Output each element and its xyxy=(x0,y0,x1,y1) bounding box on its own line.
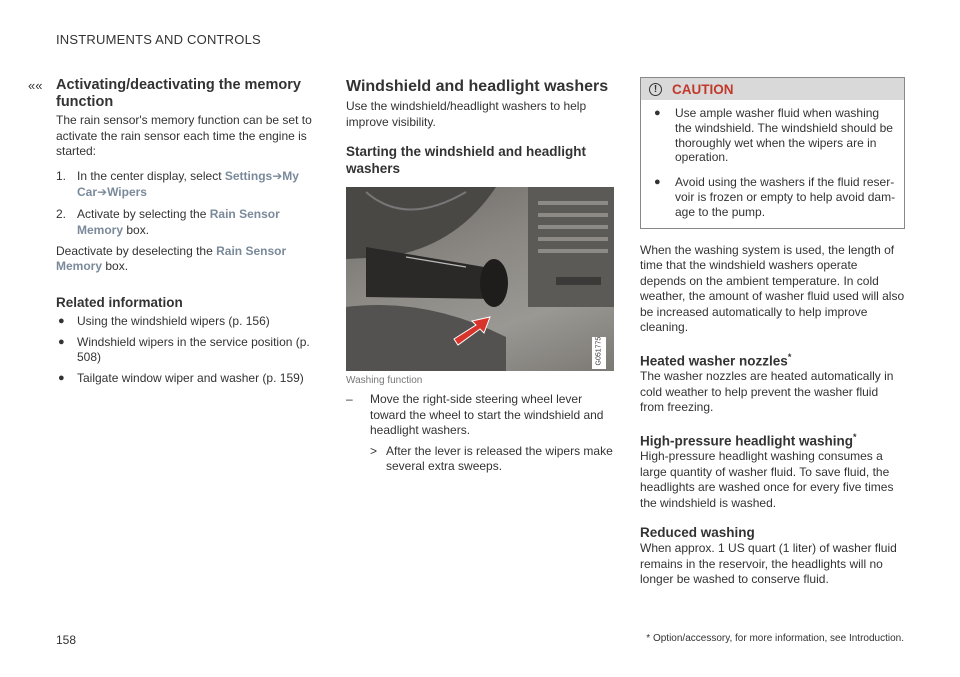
vent-slat xyxy=(538,237,608,241)
step-number: 2. xyxy=(56,206,67,221)
image-code: G051775 xyxy=(595,336,603,366)
related-link-text[interactable]: Windshield wipers in the service position (p. 508) xyxy=(77,334,310,364)
washer-steps xyxy=(346,392,614,475)
washers-section xyxy=(346,77,614,475)
vent-slat xyxy=(538,225,608,229)
step-1 xyxy=(56,168,318,200)
memory-function-section xyxy=(56,77,318,392)
related-link[interactable] xyxy=(56,335,318,365)
hp-headlight-title xyxy=(640,429,905,450)
bullet: ● xyxy=(58,314,65,327)
page-number: 158 xyxy=(56,633,77,647)
deactivate-prefix: Deactivate by deselecting the xyxy=(56,243,217,258)
memory-steps xyxy=(56,168,318,238)
reduced-washing-title: Reduced washing xyxy=(640,525,755,541)
rain-sensor-memory-label: Rain Sensor Memory xyxy=(56,243,287,273)
washer-details-section xyxy=(640,77,905,588)
step-text: Activate by selecting the xyxy=(77,206,210,221)
bullet: ● xyxy=(58,371,65,384)
footnote: * Option/accessory, for more information, see Introduction. xyxy=(646,633,904,644)
step-suffix: box. xyxy=(123,222,150,237)
related-info-list xyxy=(56,314,318,386)
vent-slat xyxy=(538,201,608,205)
steering-column xyxy=(346,305,506,371)
vent-slat xyxy=(538,213,608,217)
caution-list xyxy=(649,106,896,220)
deactivate-suffix: box. xyxy=(102,259,129,273)
caution-item xyxy=(649,175,896,219)
option-asterisk: * xyxy=(853,431,857,442)
caution-item xyxy=(649,106,896,165)
step-dash: – xyxy=(346,392,353,406)
arrow-right-icon: ➔ xyxy=(272,168,283,183)
bullet: ● xyxy=(58,335,65,348)
deactivate-text xyxy=(56,244,318,275)
step-2 xyxy=(56,206,318,238)
arrow-right-icon: ➔ xyxy=(97,184,108,199)
menu-path-wipers: Wipers xyxy=(107,184,147,199)
vent-slat xyxy=(538,249,608,253)
heated-nozzles-title xyxy=(640,349,905,370)
lever-stalk xyxy=(366,247,496,299)
heated-nozzles-text: The washer nozzles are heated automatically in cold weather to help prevent the washer fluid from freezing. xyxy=(640,369,894,415)
related-link-text[interactable]: Tailgate window wiper and washer (p. 159) xyxy=(77,370,304,385)
image-caption: Washing function xyxy=(346,375,423,386)
vent-button xyxy=(556,277,601,285)
option-asterisk: * xyxy=(787,351,792,362)
memory-function-intro: The rain sensor's memory function can be set to activate the rain sensor each time the engine is started: xyxy=(56,113,312,158)
caution-header xyxy=(641,78,904,100)
hp-headlight-title-text: High-pressure headlight washing xyxy=(640,433,854,449)
related-link[interactable] xyxy=(56,371,318,386)
washer-step xyxy=(346,392,614,439)
caution-item-text: Use ample washer fluid when washing the windshield. The windshield should be thoroughly wet when the wipers are in operation. xyxy=(675,106,893,165)
lever-end xyxy=(480,259,508,307)
bullet: ● xyxy=(654,176,661,189)
memory-function-title: Activating/deactivating the memory function xyxy=(56,77,301,110)
lever-illustration xyxy=(346,187,614,371)
warning-icon: ! xyxy=(649,83,662,96)
bullet: ● xyxy=(654,107,661,119)
menu-path-mycar: My Car xyxy=(77,168,299,199)
caution-box xyxy=(640,77,905,229)
washers-title: Windshield and headlight washers xyxy=(346,78,609,95)
caution-body xyxy=(641,100,904,228)
step-text: In the center display, select xyxy=(77,168,225,183)
washer-result-text: After the lever is released the wipers make several extra sweeps. xyxy=(386,443,613,473)
back-arrows-icon[interactable]: «« xyxy=(28,78,43,93)
washers-intro: Use the windshield/headlight washers to help improve visibility. xyxy=(346,99,587,129)
caution-item-text: Avoid using the washers if the fluid reser-voir is frozen or empty to help avoid dam-age to the pump. xyxy=(675,175,896,219)
heated-nozzles-title-text: Heated washer nozzles xyxy=(640,353,788,369)
washing-system-paragraph: When the washing system is used, the length of time that the windshield washers operate depends on the ambient temperature. In cold weather, the amount of washer fluid used will also be increased automatically to help improve cleaning. xyxy=(640,242,905,335)
reduced-washing-text: When approx. 1 US quart (1 liter) of washer fluid remains in the reservoir, the headlights will no longer be washed to conserve fluid. xyxy=(640,541,897,587)
washer-result xyxy=(346,444,614,475)
related-link-text[interactable]: Using the windshield wipers (p. 156) xyxy=(77,313,270,328)
washer-step-text: Move the right-side steering wheel lever toward the wheel to start the windshield and headlight washers. xyxy=(370,392,604,437)
hp-headlight-text: High-pressure headlight washing consumes a large quantity of washer fluid. To save fluid, the headlights are washed once for every five times the windshield is washed. xyxy=(640,449,894,510)
caution-title: CAUTION xyxy=(672,81,734,97)
related-info-title: Related information xyxy=(56,294,183,310)
rain-sensor-memory-label: Rain Sensor Memory xyxy=(77,206,280,237)
result-marker: > xyxy=(370,443,378,458)
starting-washers-title: Starting the windshield and headlight washers xyxy=(346,144,587,176)
section-header: INSTRUMENTS AND CONTROLS xyxy=(56,32,261,47)
step-number: 1. xyxy=(56,168,67,183)
related-link[interactable] xyxy=(56,314,318,329)
menu-path-settings: Settings xyxy=(224,168,273,183)
washing-function-image xyxy=(346,187,614,371)
